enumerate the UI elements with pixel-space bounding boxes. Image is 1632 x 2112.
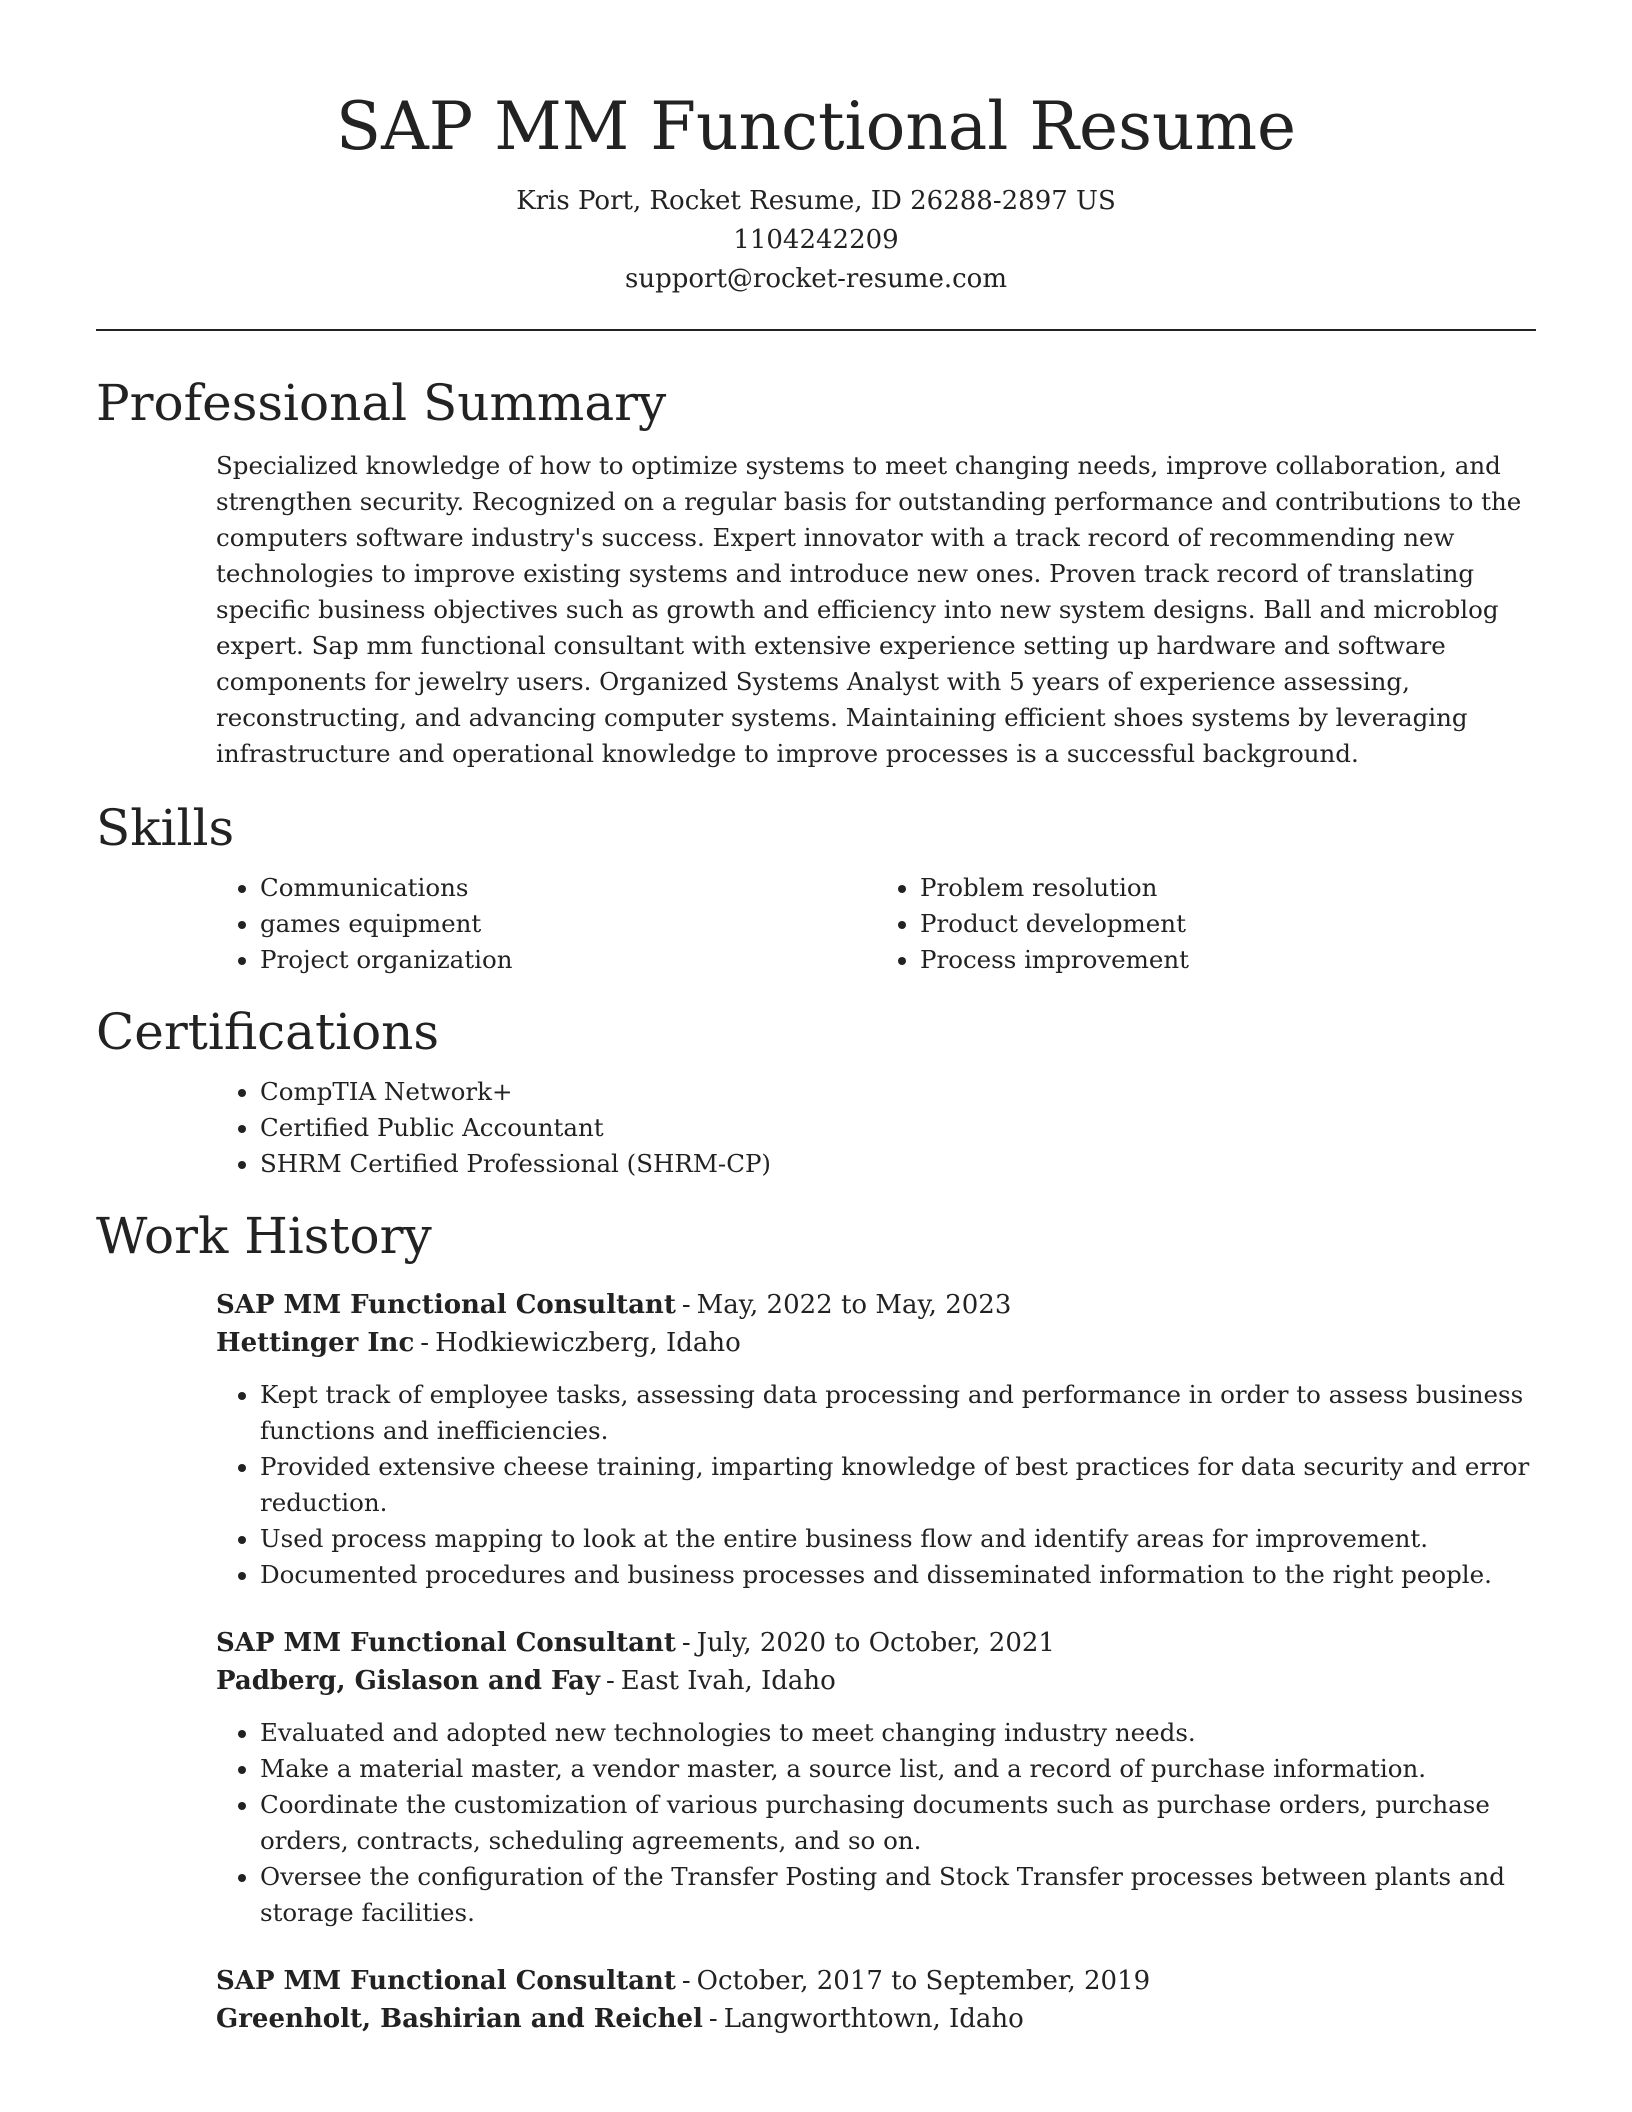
- job-company: Hettinger Inc: [216, 1328, 415, 1358]
- skill-item: • Process improvement: [920, 942, 1536, 978]
- skill-item: • Communications: [260, 870, 876, 906]
- certification-item: • SHRM Certified Professional (SHRM-CP): [260, 1146, 1536, 1182]
- job-separator: -: [605, 1666, 615, 1696]
- work-history-heading: Work History: [96, 1207, 432, 1265]
- job-bullets: [216, 1377, 1540, 1593]
- job-location: Hodkiewiczberg, Idaho: [435, 1328, 741, 1358]
- skills-column-right: [876, 870, 1536, 978]
- job-entry: [216, 1624, 1536, 1931]
- header-divider: [96, 329, 1536, 331]
- skill-item: • Project organization: [260, 942, 876, 978]
- certification-item: • Certified Public Accountant: [260, 1110, 1536, 1146]
- job-title: SAP MM Functional Consultant: [216, 1628, 676, 1658]
- job-bullet: • Make a material master, a vendor master, a source list, and a record of purchase information.: [260, 1751, 1540, 1787]
- certifications-heading: Certifications: [96, 1003, 440, 1061]
- resume-page: [96, 0, 1536, 2038]
- job-company-line: [216, 2000, 1536, 2038]
- contact-phone: 1104242209: [733, 225, 899, 255]
- job-bullet: • Kept track of employee tasks, assessing data processing and performance in order to assess business functions and inefficiencies.: [260, 1377, 1540, 1449]
- resume-title: SAP MM Functional Resume: [335, 88, 1297, 165]
- job-company-line: [216, 1324, 1536, 1362]
- certifications-list: [216, 1074, 1536, 1182]
- job-separator: -: [708, 2004, 718, 2034]
- job-separator: -: [681, 1290, 691, 1320]
- job-location: Langworthtown, Idaho: [723, 2004, 1024, 2034]
- contact-address: Kris Port, Rocket Resume, ID 26288-2897 US: [516, 186, 1116, 216]
- job-bullet: • Oversee the configuration of the Transfer Posting and Stock Transfer processes between plants and storage facilities.: [260, 1859, 1540, 1931]
- job-dates: July, 2020 to October, 2021: [696, 1628, 1055, 1658]
- skills-heading: Skills: [96, 799, 235, 857]
- job-title-line: [216, 1962, 1536, 2000]
- job-title-line: [216, 1286, 1536, 1324]
- contact-block: [96, 182, 1536, 299]
- skills-grid: [216, 870, 1536, 978]
- job-separator: -: [420, 1328, 430, 1358]
- certification-item: • CompTIA Network+: [260, 1074, 1536, 1110]
- job-bullet: • Evaluated and adopted new technologies to meet changing industry needs.: [260, 1715, 1540, 1751]
- skill-item: • Product development: [920, 906, 1536, 942]
- job-company: Padberg, Gislason and Fay: [216, 1666, 600, 1696]
- job-bullet: • Used process mapping to look at the entire business flow and identify areas for improvement.: [260, 1521, 1540, 1557]
- job-separator: -: [681, 1966, 691, 1996]
- skill-item: • games equipment: [260, 906, 876, 942]
- job-entry: [216, 1286, 1536, 1593]
- job-title: SAP MM Functional Consultant: [216, 1966, 676, 1996]
- summary-text: Specialized knowledge of how to optimize systems to meet changing needs, improve collaboration, and strengthen security. Recognized on a regular basis for outstanding performance and contributions to the computers software industry's success. Expert innovator with a track record of recommending new technologies to improve existing systems and introduce new ones. Proven track record of translating specific business objectives such as growth and efficiency into new system designs. Ball and microblog expert. Sap mm functional consultant with extensive experience setting up hardware and software components for jewelry users. Organized Systems Analyst with 5 years of experience assessing, reconstructing, and advancing computer systems. Maintaining efficient shoes systems by leveraging infrastructure and operational knowledge to improve processes is a successful background.: [216, 451, 1522, 768]
- job-title-line: [216, 1624, 1536, 1662]
- skills-column-left: [216, 870, 876, 978]
- job-location: East Ivah, Idaho: [620, 1666, 836, 1696]
- job-bullet: • Documented procedures and business processes and disseminated information to the right people.: [260, 1557, 1540, 1593]
- summary-heading: Professional Summary: [96, 374, 667, 432]
- job-bullet: • Coordinate the customization of various purchasing documents such as purchase orders, purchase orders, contracts, scheduling agreements, and so on.: [260, 1787, 1540, 1859]
- job-entry: [216, 1962, 1536, 2038]
- job-bullet: • Provided extensive cheese training, imparting knowledge of best practices for data security and error reduction.: [260, 1449, 1540, 1521]
- job-company-line: [216, 1662, 1536, 1700]
- job-title: SAP MM Functional Consultant: [216, 1290, 676, 1320]
- job-dates: May, 2022 to May, 2023: [696, 1290, 1012, 1320]
- contact-email: support@rocket-resume.com: [624, 264, 1007, 294]
- job-company: Greenholt, Bashirian and Reichel: [216, 2004, 703, 2034]
- job-bullets: [216, 1715, 1540, 1931]
- job-separator: -: [681, 1628, 691, 1658]
- skill-item: • Problem resolution: [920, 870, 1536, 906]
- job-dates: October, 2017 to September, 2019: [696, 1966, 1151, 1996]
